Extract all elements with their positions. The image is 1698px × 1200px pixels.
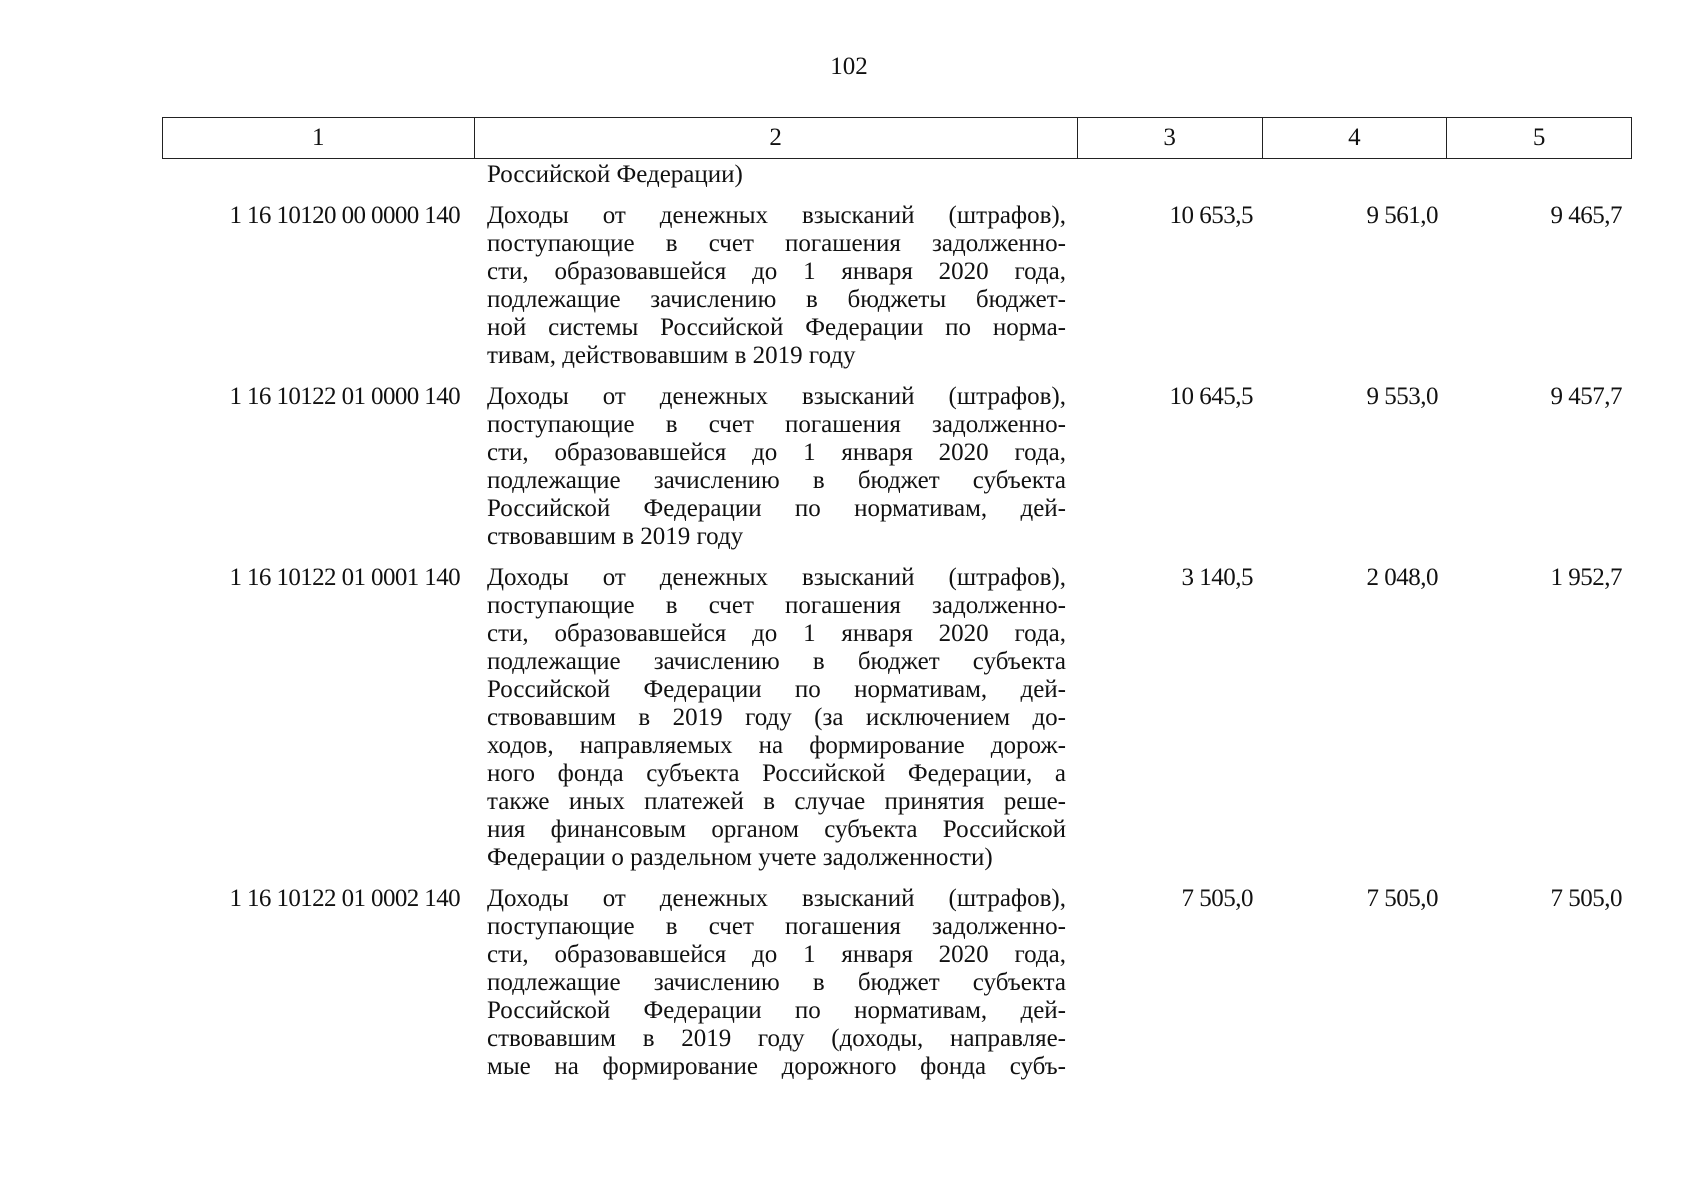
table-row-continuation — [162, 161, 1632, 189]
value-col-3: 7 505,0 — [1181, 885, 1253, 912]
code-cell: 1 16 10120 00 0000 140 — [229, 202, 460, 229]
value-col-4: 9 553,0 — [1366, 383, 1438, 410]
table-row — [162, 885, 1632, 1081]
description-cell — [474, 383, 1078, 551]
description-line: ствовавшим в 2019 году — [487, 523, 744, 550]
table-row — [162, 564, 1632, 872]
description-line: мые на формирование дорожного фонда субъ- — [487, 1053, 1066, 1080]
value-col-5: 9 457,7 — [1550, 383, 1622, 410]
description-line: подлежащие зачислению в бюджет субъекта — [487, 969, 1066, 996]
table-row — [162, 383, 1632, 551]
description-line: ной системы Российской Федерации по норма- — [487, 314, 1066, 341]
table-row — [162, 202, 1632, 370]
description-line: поступающие в счет погашения задолженно- — [487, 592, 1066, 619]
value-col-4: 7 505,0 — [1366, 885, 1438, 912]
code-cell: 1 16 10122 01 0002 140 — [229, 885, 460, 912]
value-col-5: 9 465,7 — [1550, 202, 1622, 229]
description-line: сти, образовавшейся до 1 января 2020 года, — [487, 620, 1066, 647]
code-cell: 1 16 10122 01 0000 140 — [229, 383, 460, 410]
description-line: ствовавшим в 2019 году (за исключением до- — [487, 704, 1066, 731]
description-line: ходов, направляемых на формирование дорож- — [487, 732, 1066, 759]
header-col-1: 1 — [163, 118, 475, 158]
description-line: сти, образовавшейся до 1 января 2020 года, — [487, 941, 1066, 968]
description-line: сти, образовавшейся до 1 января 2020 года, — [487, 258, 1066, 285]
code-cell: 1 16 10122 01 0001 140 — [229, 564, 460, 591]
description-line: Доходы от денежных взысканий (штрафов), — [487, 202, 1066, 229]
description-line: Российской Федерации по нормативам, дей- — [487, 676, 1066, 703]
value-col-3: 10 653,5 — [1169, 202, 1253, 229]
value-col-5: 7 505,0 — [1550, 885, 1622, 912]
header-col-3: 3 — [1078, 118, 1263, 158]
header-col-5: 5 — [1532, 124, 1546, 151]
description-line: поступающие в счет погашения задолженно- — [487, 230, 1066, 257]
description-line: тивам, действовавшим в 2019 году — [487, 342, 856, 369]
header-col-4: 4 — [1263, 118, 1448, 158]
value-col-3: 10 645,5 — [1169, 383, 1253, 410]
description-cell — [474, 564, 1078, 872]
description-line: Российской Федерации) — [487, 161, 743, 188]
description-line: подлежащие зачислению в бюджеты бюджет- — [487, 286, 1066, 313]
description-line: Российской Федерации по нормативам, дей- — [487, 997, 1066, 1024]
description-cell — [474, 161, 1078, 189]
header-col-2: 2 — [475, 118, 1078, 158]
description-line: подлежащие зачислению в бюджет субъекта — [487, 467, 1066, 494]
description-line: поступающие в счет погашения задолженно- — [487, 411, 1066, 438]
value-col-4: 9 561,0 — [1366, 202, 1438, 229]
description-line: Доходы от денежных взысканий (штрафов), — [487, 564, 1066, 591]
value-col-4: 2 048,0 — [1366, 564, 1438, 591]
description-line: ствовавшим в 2019 году (доходы, направляе- — [487, 1025, 1066, 1052]
description-line: Федерации о раздельном учете задолженности) — [487, 844, 993, 871]
table-header — [162, 117, 1632, 159]
description-cell — [474, 885, 1078, 1081]
description-line: сти, образовавшейся до 1 января 2020 года, — [487, 439, 1066, 466]
description-line: Доходы от денежных взысканий (штрафов), — [487, 383, 1066, 410]
value-col-3: 3 140,5 — [1181, 564, 1253, 591]
description-line: поступающие в счет погашения задолженно- — [487, 913, 1066, 940]
page-number: 102 — [830, 53, 868, 80]
description-line: Российской Федерации по нормативам, дей- — [487, 495, 1066, 522]
description-line: также иных платежей в случае принятия реше- — [487, 788, 1066, 815]
description-cell — [474, 202, 1078, 370]
description-line: ного фонда субъекта Российской Федерации, а — [487, 760, 1066, 787]
description-line: подлежащие зачислению в бюджет субъекта — [487, 648, 1066, 675]
value-col-5: 1 952,7 — [1550, 564, 1622, 591]
description-line: ния финансовым органом субъекта Российской — [487, 816, 1066, 843]
description-line: Доходы от денежных взысканий (штрафов), — [487, 885, 1066, 912]
table-body — [162, 161, 1632, 1081]
